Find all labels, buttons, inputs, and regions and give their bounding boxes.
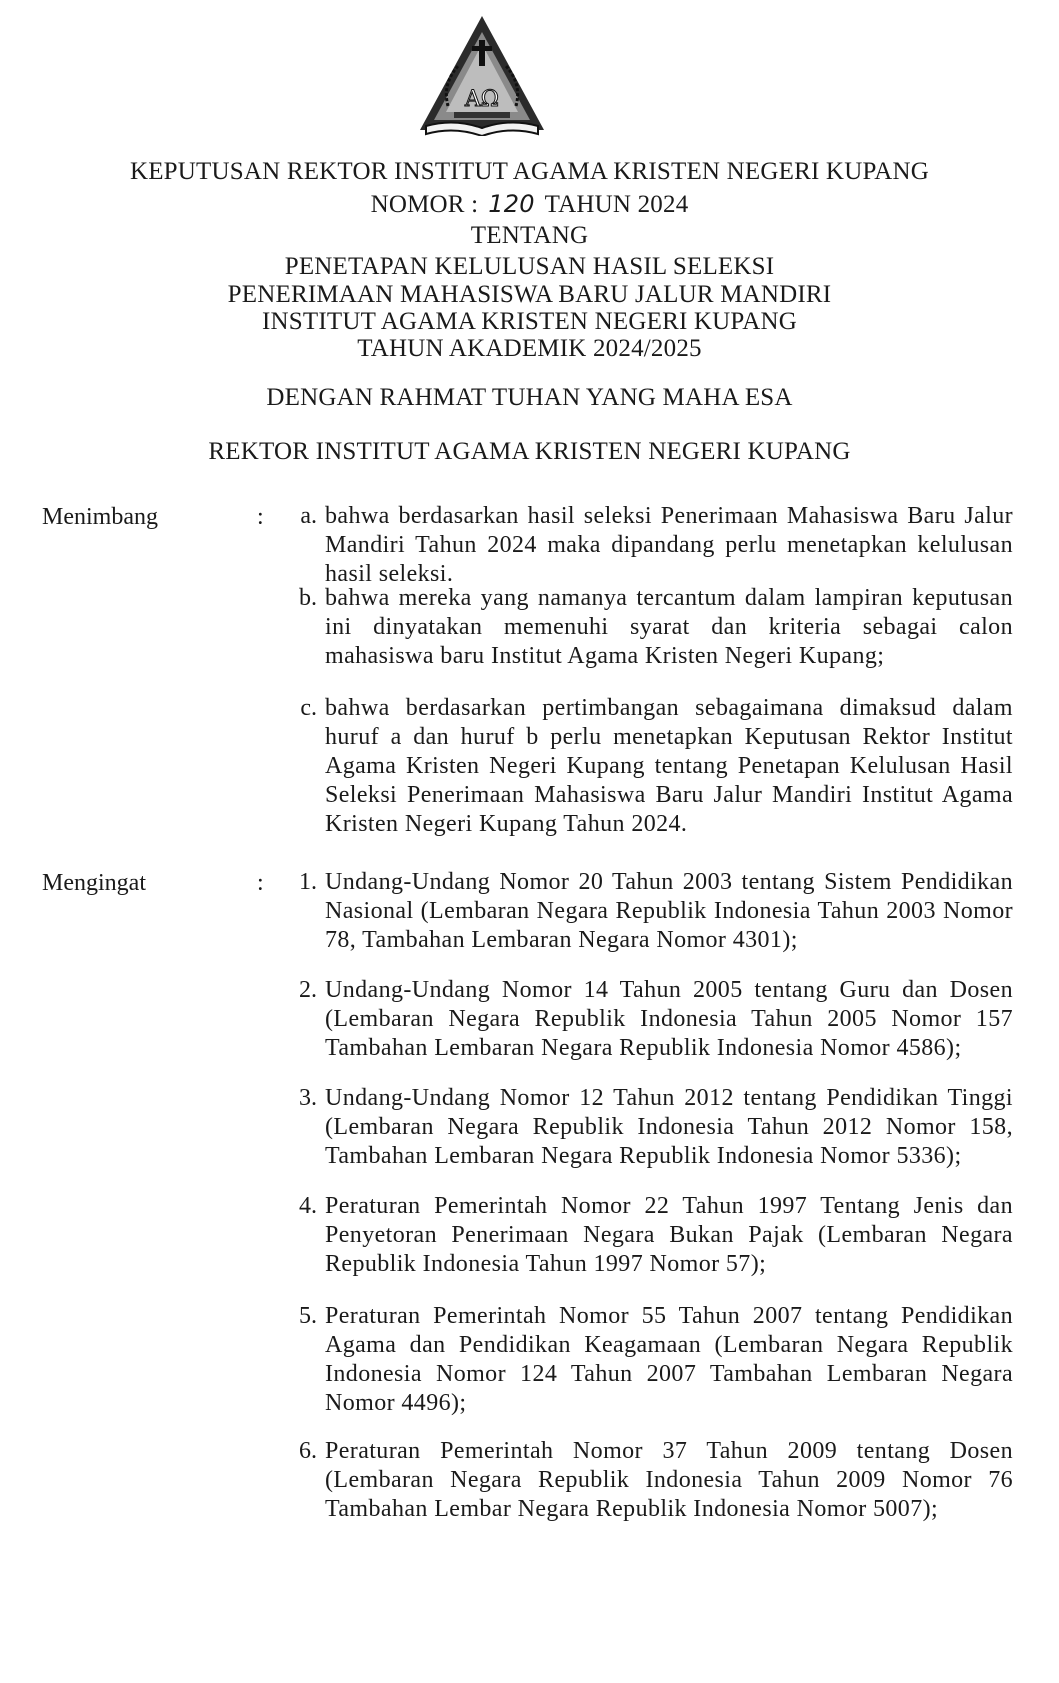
item-text: Peraturan Pemerintah Nomor 55 Tahun 2007 tentang Pendidikan Agama dan Pendidikan Keagamaan (Lembaran Negara Republik Indonesia Nomor 124 Tahun 2007 Tambahan Lembaran Negara Nomor 4496); bbox=[325, 1303, 1013, 1416]
decree-title: KEPUTUSAN REKTOR INSTITUT AGAMA KRISTEN NEGERI KUPANG bbox=[129, 158, 930, 185]
menimbang-label: Menimbang bbox=[42, 504, 158, 530]
blessing-line: DENGAN RAHMAT TUHAN YANG MAHA ESA bbox=[266, 384, 793, 411]
item-marker: 2. bbox=[299, 977, 317, 1003]
item-text: Undang-Undang Nomor 20 Tahun 2003 tentang Sistem Pendidikan Nasional (Lembaran Negara Republik Indonesia Tahun 2003 Nomor 78, Tambahan Lembaran Negara Nomor 4301); bbox=[325, 869, 1013, 953]
item-text: Undang-Undang Nomor 12 Tahun 2012 tentang Pendidikan Tinggi (Lembaran Negara Republik Indonesia Tahun 2012 Nomor 158, Tambahan Lembaran Negara Republik Indonesia Nomor 5336); bbox=[325, 1085, 1013, 1169]
item-marker: a. bbox=[300, 503, 317, 529]
mengingat-item bbox=[277, 1084, 1013, 1171]
nomor-label: NOMOR : bbox=[370, 191, 479, 218]
subject-line-4: TAHUN AKADEMIK 2024/2025 bbox=[357, 335, 702, 362]
mengingat-item bbox=[277, 1192, 1013, 1279]
mengingat-colon: : bbox=[257, 870, 264, 896]
item-marker: 6. bbox=[299, 1438, 317, 1464]
item-text: Peraturan Pemerintah Nomor 37 Tahun 2009 tentang Dosen (Lembaran Negara Republik Indonesia Tahun 2009 Nomor 76 Tambahan Lembar Negara Republik Indonesia Nomor 5007); bbox=[325, 1438, 1013, 1522]
tentang-label: TENTANG bbox=[470, 222, 589, 249]
decree-number bbox=[0, 190, 1059, 219]
item-text: Undang-Undang Nomor 14 Tahun 2005 tentang Guru dan Dosen (Lembaran Negara Republik Indonesia Tahun 2005 Nomor 157 Tambahan Lembaran Negara Republik Indonesia Nomor 4586); bbox=[325, 977, 1013, 1061]
mengingat-label: Mengingat bbox=[42, 870, 146, 896]
menimbang-item bbox=[277, 694, 1013, 839]
item-marker: b. bbox=[299, 585, 317, 611]
menimbang-item bbox=[277, 502, 1013, 589]
item-text: bahwa berdasarkan hasil seleksi Penerimaan Mahasiswa Baru Jalur Mandiri Tahun 2024 maka dipandang perlu menetapkan kelulusan hasil seleksi. bbox=[325, 503, 1013, 587]
alpha-omega-icon: ΑΩ bbox=[464, 87, 500, 112]
menimbang-item bbox=[277, 584, 1013, 671]
menimbang-colon: : bbox=[257, 504, 264, 530]
item-text: Peraturan Pemerintah Nomor 22 Tahun 1997 Tentang Jenis dan Penyetoran Penerimaan Negara Bukan Pajak (Lembaran Negara Republik Indonesia Tahun 1997 Nomor 57); bbox=[325, 1193, 1013, 1277]
mengingat-item bbox=[277, 976, 1013, 1063]
mengingat-item bbox=[277, 868, 1013, 955]
nomor-handwritten-value: 120 bbox=[488, 190, 535, 218]
item-marker: 4. bbox=[299, 1193, 317, 1219]
subject-line-2: PENERIMAAN MAHASISWA BARU JALUR MANDIRI bbox=[227, 281, 832, 308]
item-marker: 5. bbox=[299, 1303, 317, 1329]
item-marker: 1. bbox=[299, 869, 317, 895]
subject-line-3: INSTITUT AGAMA KRISTEN NEGERI KUPANG bbox=[262, 308, 797, 335]
mengingat-item bbox=[277, 1437, 1013, 1524]
item-marker: c. bbox=[300, 695, 317, 721]
institution-logo bbox=[418, 14, 546, 136]
mengingat-item bbox=[277, 1302, 1013, 1418]
authority-line: REKTOR INSTITUT AGAMA KRISTEN NEGERI KUPANG bbox=[208, 438, 851, 465]
item-marker: 3. bbox=[299, 1085, 317, 1111]
subject-line-1: PENETAPAN KELULUSAN HASIL SELEKSI bbox=[284, 253, 775, 280]
item-text: bahwa berdasarkan pertimbangan sebagaimana dimaksud dalam huruf a dan huruf b perlu menetapkan Keputusan Rektor Institut Agama Kristen Negeri Kupang tentang Penetapan Kelulusan Hasil Seleksi Penerimaan Mahasiswa Baru Jalur Mandiri Institut Agama Kristen Negeri Kupang Tahun 2024. bbox=[325, 695, 1013, 837]
item-text: bahwa mereka yang namanya tercantum dalam lampiran keputusan ini dinyatakan memenuhi syarat dan kriteria sebagai calon mahasiswa baru Institut Agama Kristen Negeri Kupang; bbox=[325, 585, 1013, 669]
tahun-label: TAHUN 2024 bbox=[544, 191, 689, 218]
